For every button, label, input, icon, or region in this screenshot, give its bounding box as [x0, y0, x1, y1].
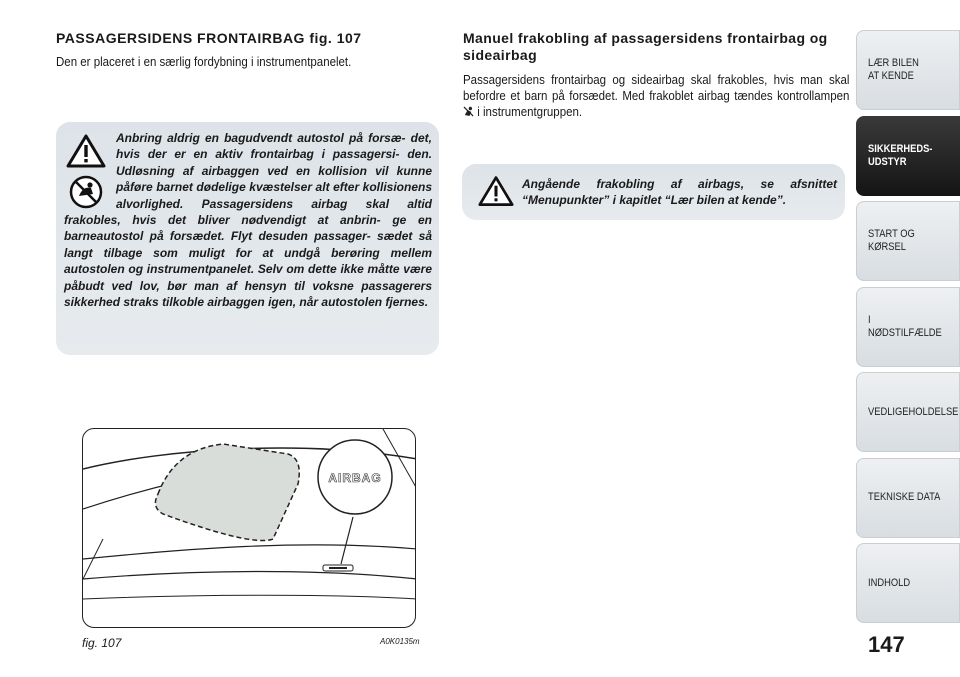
dashboard-illustration [83, 429, 416, 628]
tab-tekniske-data[interactable]: TEKNISKE DATA [856, 458, 960, 538]
intro-paragraph: Den er placeret i en særlig fordybning i instrumentpanelet. [56, 55, 352, 69]
tab-vedligeholdelse[interactable]: VEDLIGEHOLDELSE [856, 372, 960, 452]
page-number: 147 [868, 632, 905, 657]
chapter-tabs [856, 30, 960, 629]
dashboard-figure [82, 428, 416, 628]
warning-text: Anbring aldrig en bagudvendt autostol på forsæ- det, hvis der er en aktiv frontairbag i passagersi- den. Udløsning af airbaggen ved en kollision vil kunne påføre barnet dødelige kvæstelser alt efter kollisionens alvorlighed. Passagersidens airbag skal altid frakobles, hvis det bliver nødvendigt at anbrin- ge en barneautostol på forsædet. Flyt desuden passager- sædet så langt tilbage som muligt for at undgå berøring mellem autostolen og instrumentpanelet. Selv om dette ikke måtte være påbudt ved lov, bør man af hensyn til voksne passagerers sikkerhed straks tilkoble airbaggen igen, når autostolen fjernes. [64, 131, 432, 310]
airbag-label: AIRBAG [328, 471, 382, 485]
tab-start-og-korsel[interactable]: START OG KØRSEL [856, 201, 960, 281]
warning-text-right: Angående frakobling af airbags, se afsnittet “Menupunkter” i kapitlet “Lær bilen at kende”. [522, 177, 837, 207]
warning-box [56, 122, 439, 355]
warning-box-right [462, 164, 845, 220]
tab-sikkerhedsudstyr[interactable]: SIKKERHEDS- UDSTYR [856, 116, 960, 196]
airbag-off-icon [463, 106, 474, 117]
no-rear-facing-child-seat-icon [71, 177, 101, 207]
figure-caption: fig. 107 [82, 636, 122, 650]
right-paragraph [463, 72, 849, 120]
right-paragraph-text: Passagersidens frontairbag og sideairbag skal frakobles, hvis man skal befordre et barn på forsædet. Med frakoblet airbag tændes kontrollampen [463, 73, 850, 103]
warning-text-container [64, 130, 432, 310]
tab-laer-bilen[interactable]: LÆR BILEN AT KENDE [856, 30, 960, 110]
warning-triangle-icon [476, 174, 516, 210]
tab-indhold[interactable]: INDHOLD [856, 543, 960, 623]
figure-code: A0K0135m [380, 637, 420, 646]
tab-i-nodstilfaelde[interactable]: I NØDSTILFÆLDE [856, 287, 960, 367]
right-paragraph-tail: i instrumentgruppen. [477, 105, 583, 119]
subsection-heading: Manuel frakobling af passagersidens frontairbag og sideairbag [463, 30, 828, 63]
section-heading: PASSAGERSIDENS FRONTAIRBAG fig. 107 [56, 30, 362, 46]
warning-triangle-icon [64, 130, 108, 210]
